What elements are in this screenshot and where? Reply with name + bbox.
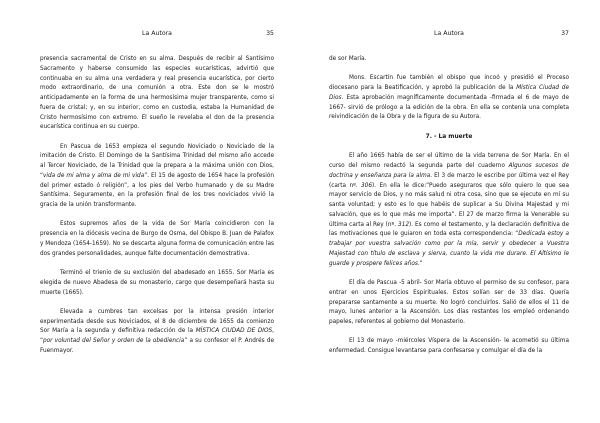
left-body-text xyxy=(40,55,274,357)
text-run: de sor María. xyxy=(329,56,367,62)
text-run: . El 3 de marzo le escribe por última vez el Rey (carta nº. xyxy=(329,172,569,189)
italic-text: 306 xyxy=(361,182,372,189)
page-number: 37 xyxy=(561,30,569,37)
italic-text: vida de mi alma y alma de mi vida xyxy=(42,172,145,179)
italic-text: 312 xyxy=(398,221,410,228)
body-paragraph xyxy=(329,279,569,328)
italic-text: Mística Ciudad de Dios xyxy=(329,85,569,101)
body-paragraph xyxy=(40,220,274,259)
italic-text: Algunos sucesos de doctrina y enseñanza para la alma xyxy=(329,163,569,179)
text-run: Elevada a cumbres tan excelsas por la intensa presión interior experimentada desde sus Noviciados, el 8 de diciembre de 1655 da comienzo Sor María a la segunda y definitiva redacción de la xyxy=(40,308,274,335)
body-paragraph xyxy=(329,55,569,65)
right-body-text xyxy=(329,55,569,357)
text-run: ). En ella le dice:“Puedo aseguraros que sólo quiero lo que sea mayor servicio de Dios, y no más salud ni otra cosa, sino que se ejecute en mí su santa voluntad; y esto es lo que habéis de suplicar a Su Divina Majestad y mi salvación, que es lo que más me importa”. El 27 de marzo firma la Venerable su última carta al Rey (nº. xyxy=(329,182,569,228)
text-run: ”. El 15 de agosto de 1654 hace la profesión del primer estado ó religión”, a los pies del Verbo humanado y de su Madre Santísima. Seguramente, en la profesión final de los tres noviciados vivió la gracia de la unión transformante. xyxy=(40,172,274,209)
italic-text: por voluntad del Señor y orden de la obediencia xyxy=(42,338,185,345)
text-run: ). Es como el testamento, y la declaración definitiva de las motivaciones que le guiaron en toda esta correspondencia: “ xyxy=(329,221,569,238)
text-run: , “ xyxy=(40,328,274,345)
text-run: .” xyxy=(417,260,423,267)
right-page xyxy=(329,0,569,423)
body-paragraph xyxy=(329,152,569,269)
text-run: El día de Pascua -5 abril- Sor María obtuvo el permiso de su confesor, para entrar en unos Ejercicios Espirituales. Estos solían ser de 33 días. Quería prepararse santamente a su muerte. No logró concluirlos. Salió de ellos el 11 de mayo, lunes anterior a la Ascensión. Los días restantes los empleó ordenando papeles, referentes al gobierno del Monasterio. xyxy=(329,280,569,326)
italic-text: Dedicada estoy a trabajar por vuestra salvación como por la mía, servir y obedecer a Vuestra Majestad con título de esclava y sierva, cuanto la vida me durare. El Altísimo le guarde y prospere felices años xyxy=(329,231,569,267)
body-paragraph xyxy=(40,143,274,211)
text-run: En Pascua de 1653 empieza el segundo Noviciado o Noviciado de la imitación de Cristo. El Domingo de la Santísima Trinidad del mismo año accede al Tercer Noviciado, de la Trinidad que la prepara a la máxima unión con Dios, “ xyxy=(40,143,274,179)
text-run: El año 1665 había de ser el último de la vida terrena de Sor María. En el curso del mismo redactó la segunda parte del cuaderno xyxy=(329,153,569,170)
body-paragraph xyxy=(329,74,569,123)
body-paragraph xyxy=(329,337,569,357)
paragraphs-before-heading xyxy=(329,55,569,123)
body-paragraph xyxy=(40,269,274,298)
running-title: La Autora xyxy=(142,30,172,37)
body-paragraph xyxy=(40,55,274,133)
text-run: presencia sacramental de Cristo en su alma. Después de recibir al Santísimo Sacramento y haberse consumido las especies eucarísticas, advirtió que continuaba en su alma una verdadera y real presencia eucarística, por cierto modo extraordinario, de una comunión a otra. Este don se le mostró anticipadamente en la forma de una hermosísima mujer transparente, como si fuera de cristal; y, en su interior, como en custodia, estaba la Humanidad de Cristo hermosísimo con extremo. El sueño le revelaba el don de la presencia eucarística continua en su cuerpo. xyxy=(40,56,274,131)
body-paragraph xyxy=(40,308,274,357)
running-title: La Autora xyxy=(434,30,464,37)
section-heading: 7. - La muerte xyxy=(425,133,473,140)
text-run: El 13 de mayo -miércoles Víspera de la Ascensión- le acometió su última enfermedad. Consigue levantarse para confesarse y comulgar el día de la xyxy=(329,338,569,355)
left-page xyxy=(40,0,274,423)
page-number: 35 xyxy=(266,30,274,37)
text-run: Estos supremos años de la vida de Sor María coincidieron con la presencia en la diócesis vecina de Burgo de Osma, del Obispo B. Juan de Palafox y Mendoza (1654-1659). No se descarta alguna forma de comunicación entre las dos grandes personalidades, aunque falte documentación demostrativa. xyxy=(40,221,274,257)
text-run: ” a su confesor el P. Andrés de Fuenmayor. xyxy=(40,338,275,354)
italic-text: MÍSTICA CIUDAD DE DIOS xyxy=(195,328,273,335)
text-run: Mons. Escartín fue también el obispo que incoó y presidió el Proceso diocesano para la Beatificación, y aprobó la publicación de la xyxy=(329,75,569,92)
text-run: Terminó el trienio de su exclusión del abadesado en 1655. Sor María es elegida de nuevo Abadesa de su monasterio, cargo que desempeñará hasta su muerte (1665). xyxy=(40,270,274,296)
left-running-head xyxy=(40,30,274,40)
text-run: . Esta aprobación magníficamente documentada -firmada el 6 de mayo de 1667- sirvió de prólogo a la edición de la obra. En ella se contenía una completa reivindicación de la Obra y de la figura de su Autora. xyxy=(329,94,569,121)
right-running-head xyxy=(329,30,569,40)
paragraphs-after-heading xyxy=(329,152,569,356)
